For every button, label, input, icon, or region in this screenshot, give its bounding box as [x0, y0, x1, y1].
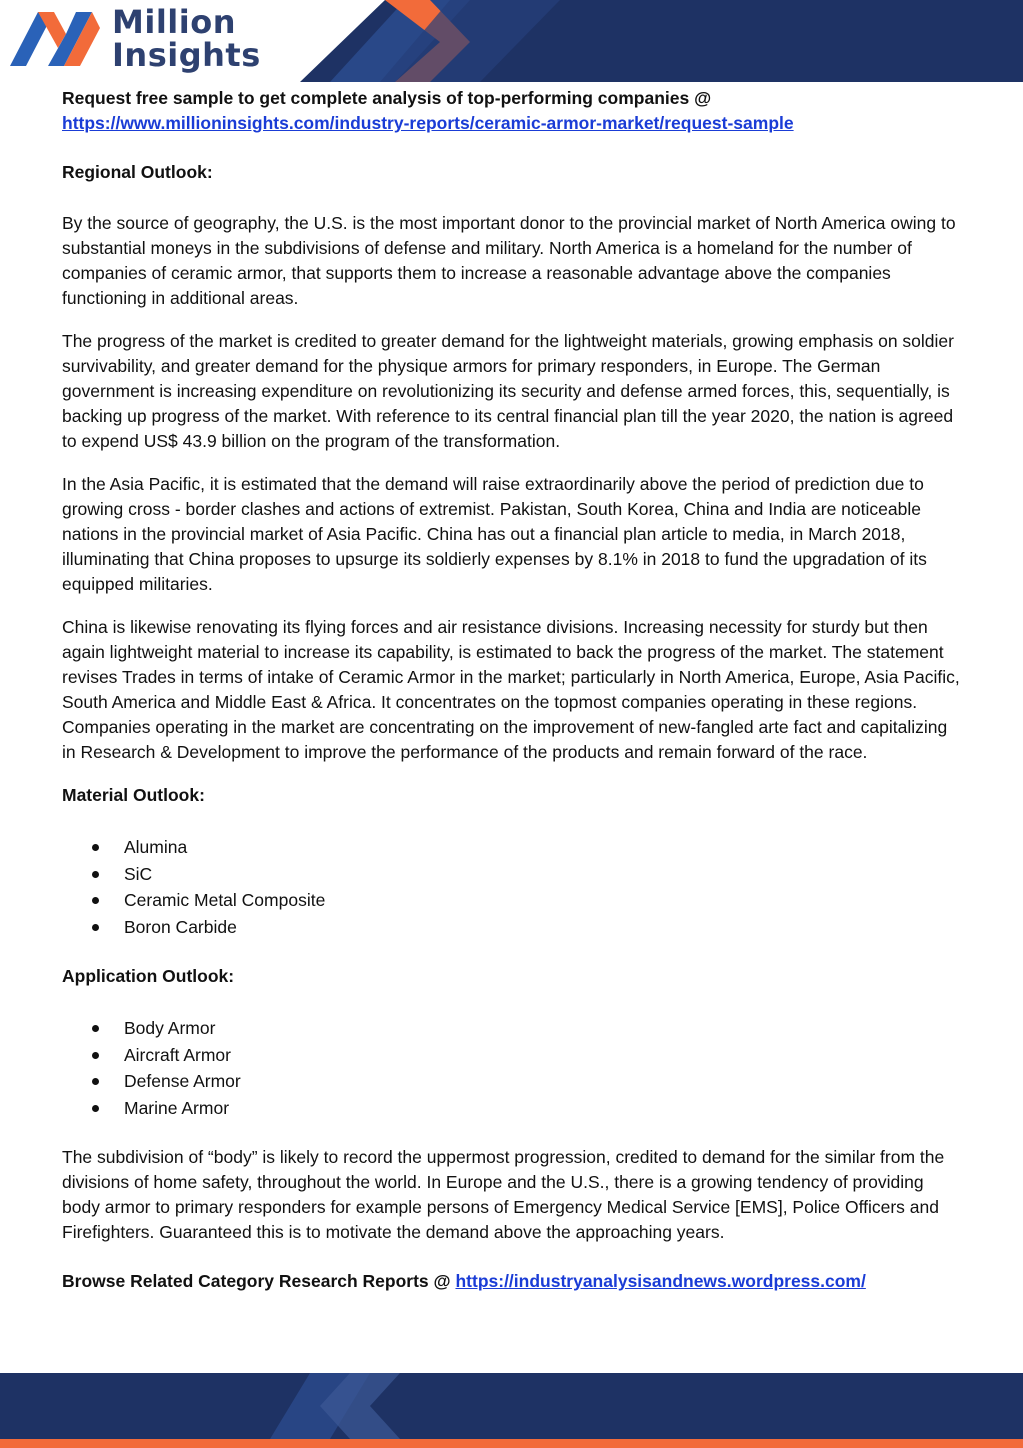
list-item: Defense Armor — [62, 1068, 962, 1095]
request-sample-text: Request free sample to get complete analysis of top-performing companies @ — [62, 88, 712, 108]
regional-paragraph-3: In the Asia Pacific, it is estimated that the demand will raise extraordinarily above the period of prediction due to growing cross - border clashes and actions of extremist. Pakistan, South Korea, China and India are noticeable nations in the provincial market of Asia Pacific. China has out a financial plan article to media, in March 2018, illuminating that China proposes to upsurge its soldierly expenses by 8.1% in 2018 to fund the upgradation of its equipped militaries. — [62, 474, 927, 594]
browse-related-line — [62, 1269, 962, 1294]
regional-paragraph-2: The progress of the market is credited to greater demand for the lightweight materials, growing emphasis on soldier survivability, and greater demand for the physique armors for primary responders, in Europe. The German government is increasing expenditure on revolutionizing its security and defense armed forces, this, sequentially, is backing up progress of the market. With reference to its central financial plan till the year 2020, the nation is agreed to expend US$ 43.9 billion on the program of the transformation. — [62, 331, 954, 451]
list-item: Marine Armor — [62, 1095, 962, 1122]
material-outlook-heading: Material Outlook: — [62, 785, 205, 805]
brand-name — [112, 3, 261, 74]
request-sample-link[interactable]: https://www.millioninsights.com/industry-reports/ceramic-armor-market/request-sample — [62, 113, 794, 133]
application-outlook-heading: Application Outlook: — [62, 966, 235, 986]
document-body — [62, 86, 962, 1294]
material-list — [62, 834, 962, 940]
list-item: Aircraft Armor — [62, 1042, 962, 1069]
footer-banner-graphic — [0, 1373, 1023, 1448]
list-item: SiC — [62, 861, 962, 888]
page-footer — [0, 1373, 1023, 1448]
list-item: Alumina — [62, 834, 962, 861]
list-item: Boron Carbide — [62, 914, 962, 941]
brand-line-2: Insights — [112, 36, 261, 74]
list-item: Ceramic Metal Composite — [62, 887, 962, 914]
regional-paragraph-4: China is likewise renovating its flying forces and air resistance divisions. Increasing necessity for sturdy but then again lightweight material to increase its capability, is estimated to back the progress of the market. The statement revises Trades in terms of intake of Ceramic Armor in the market; particularly in North America, Europe, Asia Pacific, South America and Middle East & Africa. It concentrates on the topmost companies operating in these regions. Companies operating in the market are concentrating on the improvement of new-fangled arte fact and capitalizing in Research & Development to improve the performance of the products and remain forward of the race. — [62, 617, 960, 762]
million-insights-logo-icon — [0, 0, 110, 82]
list-item: Body Armor — [62, 1015, 962, 1042]
regional-paragraph-1: By the source of geography, the U.S. is the most important donor to the provincial market of North America owing to substantial moneys in the subdivisions of defense and military. North America is a homeland for the number of companies of ceramic armor, that supports them to increase a reasonable advantage above the companies functioning in additional areas. — [62, 213, 956, 308]
application-list — [62, 1015, 962, 1121]
regional-outlook-heading: Regional Outlook: — [62, 162, 213, 182]
page-header — [0, 0, 1023, 82]
browse-related-link[interactable]: https://industryanalysisandnews.wordpress.com/ — [455, 1271, 866, 1291]
closing-paragraph: The subdivision of “body” is likely to record the uppermost progression, credited to demand for the similar from the divisions of home safety, throughout the world. In Europe and the U.S., there is a growing tendency of providing body armor to primary responders for example persons of Emergency Medical Service [EMS], Police Officers and Firefighters. Guaranteed this is to motivate the demand above the approaching years. — [62, 1147, 945, 1242]
browse-related-text: Browse Related Category Research Reports @ — [62, 1271, 451, 1291]
brand-line-1: Million — [112, 3, 236, 41]
